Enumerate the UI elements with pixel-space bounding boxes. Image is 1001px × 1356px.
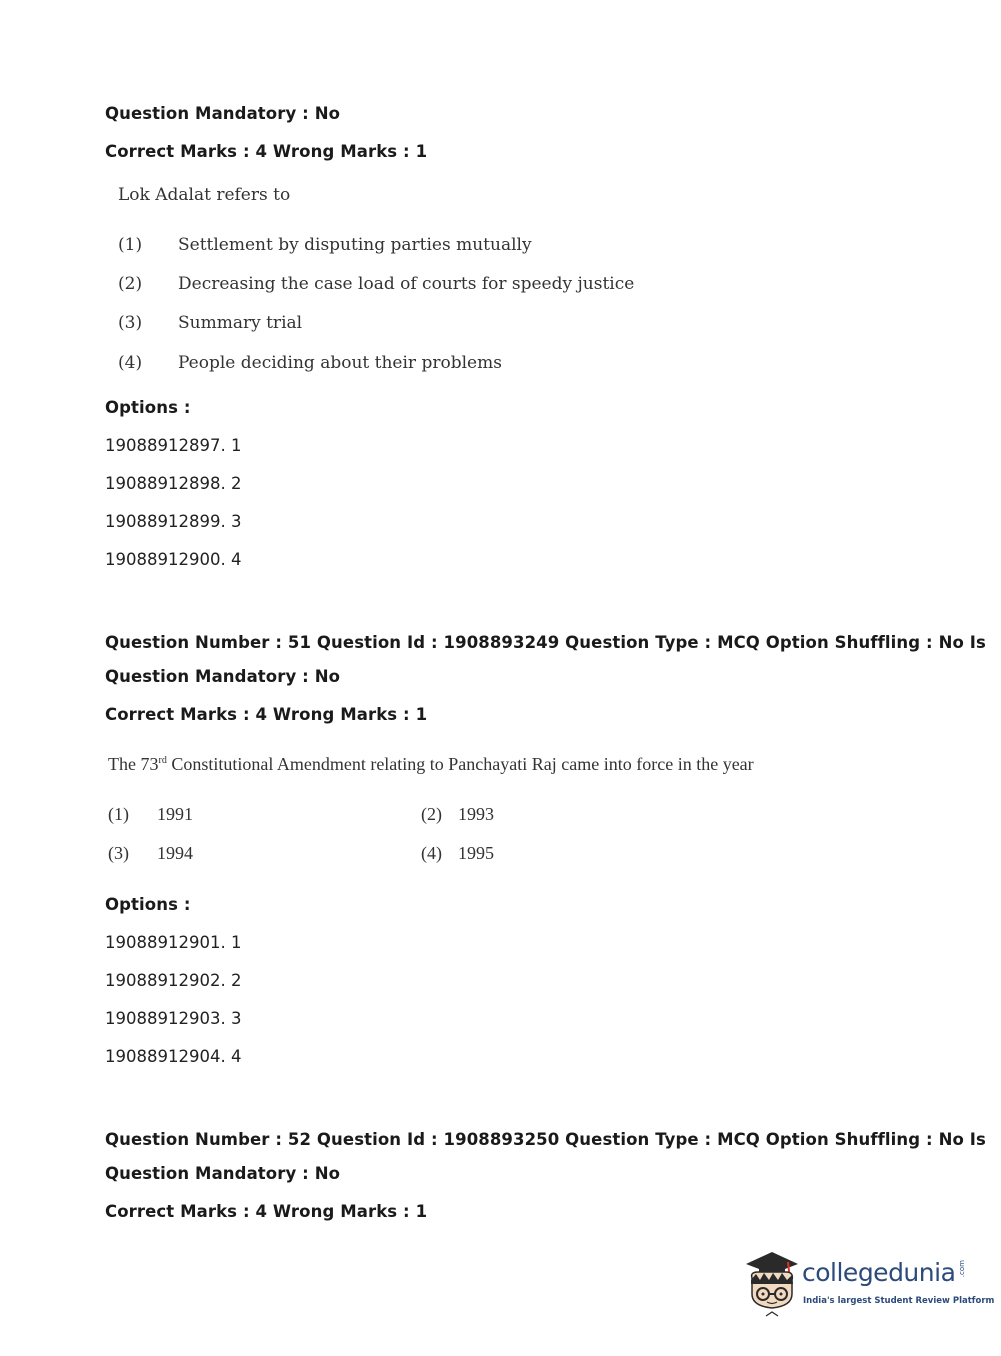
- q51-choice-num-3: (3): [108, 843, 129, 863]
- q51-choice-text-4: 1995: [458, 843, 494, 863]
- q52-marks: Correct Marks : 4 Wrong Marks : 1: [105, 1202, 428, 1221]
- q51-option-id-1: 19088912901. 1: [105, 933, 242, 952]
- q50-choice-text-1: Settlement by disputing parties mutually: [178, 235, 532, 255]
- q51-choice-text-1: 1991: [157, 804, 193, 824]
- q51-question-text: The 73rd Constitutional Amendment relating to Panchayati Raj came into force in the year: [108, 754, 754, 774]
- q51-choice-num-4: (4): [421, 843, 442, 863]
- q50-marks: Correct Marks : 4 Wrong Marks : 1: [105, 142, 428, 161]
- q50-option-id-4: 19088912900. 4: [105, 550, 242, 569]
- q51-mandatory: Question Mandatory : No: [105, 667, 341, 686]
- q51-choice-num-1: (1): [108, 804, 129, 824]
- q51-choice-text-2: 1993: [458, 804, 494, 824]
- q50-mandatory: Question Mandatory : No: [105, 104, 341, 123]
- logo-brand-text: collegedunia: [802, 1258, 956, 1287]
- q50-choice-text-4: People deciding about their problems: [178, 353, 502, 373]
- q50-choice-num-2: (2): [118, 274, 143, 294]
- q50-choice-num-4: (4): [118, 353, 143, 373]
- logo-com-text: .com: [958, 1260, 966, 1278]
- q51-header: Question Number : 51 Question Id : 1908893249 Question Type : MCQ Option Shuffling : No Is: [105, 633, 986, 652]
- q51-options-label: Options :: [105, 895, 191, 914]
- q50-question-text: Lok Adalat refers to: [118, 185, 291, 205]
- q50-options-label: Options :: [105, 398, 191, 417]
- q50-option-id-3: 19088912899. 3: [105, 512, 242, 531]
- logo-tagline: India's largest Student Review Platform: [803, 1296, 995, 1306]
- q50-option-id-1: 19088912897. 1: [105, 436, 242, 455]
- q51-choice-text-3: 1994: [157, 843, 193, 863]
- q50-choice-text-2: Decreasing the case load of courts for speedy justice: [178, 274, 635, 294]
- q51-option-id-4: 19088912904. 4: [105, 1047, 242, 1066]
- mascot-icon: [742, 1250, 802, 1320]
- collegedunia-logo[interactable]: [742, 1250, 995, 1320]
- q50-choice-num-3: (3): [118, 313, 143, 333]
- q50-choice-num-1: (1): [118, 235, 143, 255]
- q51-choice-num-2: (2): [421, 804, 442, 824]
- q51-option-id-3: 19088912903. 3: [105, 1009, 242, 1028]
- q52-mandatory: Question Mandatory : No: [105, 1164, 341, 1183]
- q51-marks: Correct Marks : 4 Wrong Marks : 1: [105, 705, 428, 724]
- q52-header: Question Number : 52 Question Id : 1908893250 Question Type : MCQ Option Shuffling : No Is: [105, 1130, 986, 1149]
- q50-option-id-2: 19088912898. 2: [105, 474, 242, 493]
- q51-option-id-2: 19088912902. 2: [105, 971, 242, 990]
- q50-choice-text-3: Summary trial: [178, 313, 303, 333]
